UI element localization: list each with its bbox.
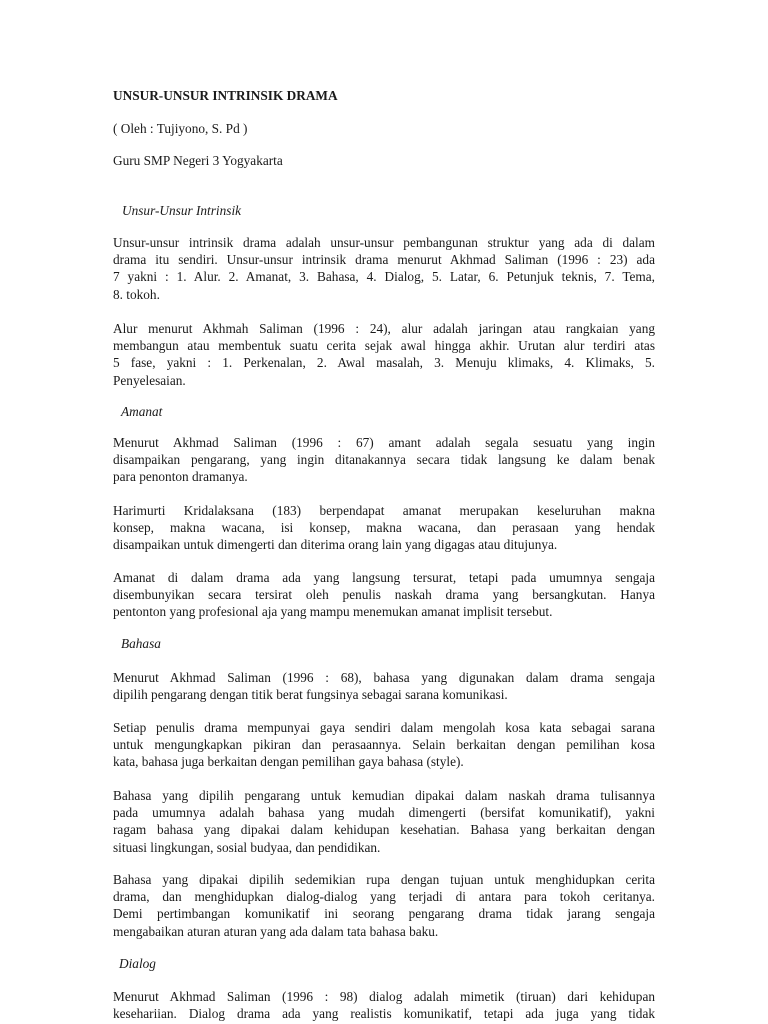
paragraph-line: 7 yakni : 1. Alur. 2. Amanat, 3. Bahasa, 4. Dialog, 5. Latar, 6. Petunjuk teknis, 7. Tema, [113,269,655,285]
paragraph-line: Bahasa yang dipakai dipilih sedemikian rupa dengan tujuan untuk menghidupkan cerita [113,872,655,887]
paragraph [113,719,655,771]
paragraph-line: Penyelesaian. [113,372,186,388]
paragraph-line: drama itu sendiri. Unsur-unsur intrinsik drama menurut Akhmad Saliman (1996 : 23) ada [113,252,655,268]
paragraph-line: Menurut Akhmad Saliman (1996 : 67) amant adalah segala sesuatu yang ingin [113,435,655,450]
paragraph [113,669,655,703]
paragraph-line: Menurut Akhmad Saliman (1996 : 98) dialog adalah mimetik (tiruan) dari kehidupan [113,989,655,1004]
paragraph-line: membangun atau membentuk suatu cerita sejak awal hingga akhir. Urutan alur terdiri atas [113,338,655,354]
section-heading: Unsur-Unsur Intrinsik [122,203,242,218]
author-line: ( Oleh : Tujiyono, S. Pd ) [113,121,248,136]
paragraph-line: dipilih pengarang dengan titik berat fungsinya sebagai sarana komunikasi. [113,687,508,703]
paragraph-line: Bahasa yang dipilih pengarang untuk kemudian dipakai dalam naskah drama tulisannya [113,788,655,803]
paragraph [113,988,655,1022]
document-title: UNSUR-UNSUR INTRINSIK DRAMA [113,88,338,103]
paragraph-line: kata, bahasa juga berkaitan dengan pemilihan gaya bahasa (style). [113,754,464,770]
paragraph [113,569,655,621]
paragraph-line: disembunyikan secara tersirat oleh penulis naskah drama yang bersangkutan. Hanya [113,587,655,603]
paragraph-line: Unsur-unsur intrinsik drama adalah unsur-unsur pembangunan struktur yang ada di dalam [113,235,655,250]
paragraph-line: pada umumnya adalah bahasa yang mudah dimengerti (bersifat komunikatif), yakni [113,805,655,821]
paragraph-line: Amanat di dalam drama ada yang langsung tersurat, tetapi pada umumnya sengaja [113,570,655,585]
paragraph-line: para penonton dramanya. [113,469,248,485]
paragraph-line: untuk mengungkapkan pikiran dan perasaannya. Selain berkaitan dengan pemilihan kosa [113,737,655,753]
paragraph-line: situasi lingkungan, sosial budyaa, dan pendidikan. [113,839,381,855]
paragraph-line: disampaikan pengarang, yang ingin ditanakannya secara tidak langsung ke dalam benak [113,452,655,468]
paragraph-line: Menurut Akhmad Saliman (1996 : 68), bahasa yang digunakan dalam drama sengaja [113,670,655,685]
paragraph-line: Harimurti Kridalaksana (183) berpendapat amanat merupakan keseluruhan makna [113,503,655,518]
paragraph [113,434,655,486]
paragraph-line: Demi pertimbangan komunikatif ini seorang pengarang drama tidak jarang sengaja [113,906,655,922]
paragraph-line: 8. tokoh. [113,286,160,302]
paragraph [113,320,655,389]
paragraph-line: Alur menurut Akhmah Saliman (1996 : 24), alur adalah jaringan atau rangkaian yang [113,321,655,336]
paragraph-line: mengabaikan aturan aturan yang ada dalam tata bahasa baku. [113,923,439,939]
paragraph-line: Setiap penulis drama mempunyai gaya sendiri dalam mengolah kosa kata sebagai sarana [113,720,655,735]
paragraph-line: 5 fase, yakni : 1. Perkenalan, 2. Awal masalah, 3. Menuju klimaks, 4. Klimaks, 5. [113,355,655,371]
paragraph-line: ragam bahasa yang dipakai dalam kehidupan kesehatian. Bahasa yang berkaitan dengan [113,822,655,838]
paragraph [113,787,655,856]
section-heading: Amanat [121,404,163,419]
paragraph-line: drama, dan menghidupkan dialog-dialog yang terjadi di antara para tokoh ceritanya. [113,889,655,905]
paragraph-line: pentonton yang profesional aja yang mampu menemukan amanat implisit tersebut. [113,604,553,620]
section-heading: Dialog [119,956,156,971]
paragraph [113,502,655,554]
paragraph [113,234,655,303]
paragraph [113,871,655,940]
affiliation-line: Guru SMP Negeri 3 Yogyakarta [113,153,283,168]
section-heading: Bahasa [121,636,161,651]
paragraph-line: konsep, makna wacana, isi konsep, makna wacana, dan perasaan yang hendak [113,520,655,536]
paragraph-line: disampaikan untuk dimengerti dan diterima orang lain yang digagas atau ditujunya. [113,537,558,553]
paragraph-line: kesehariian. Dialog drama ada yang realistis komunikatif, tetapi ada juga yang tidak [113,1006,655,1022]
